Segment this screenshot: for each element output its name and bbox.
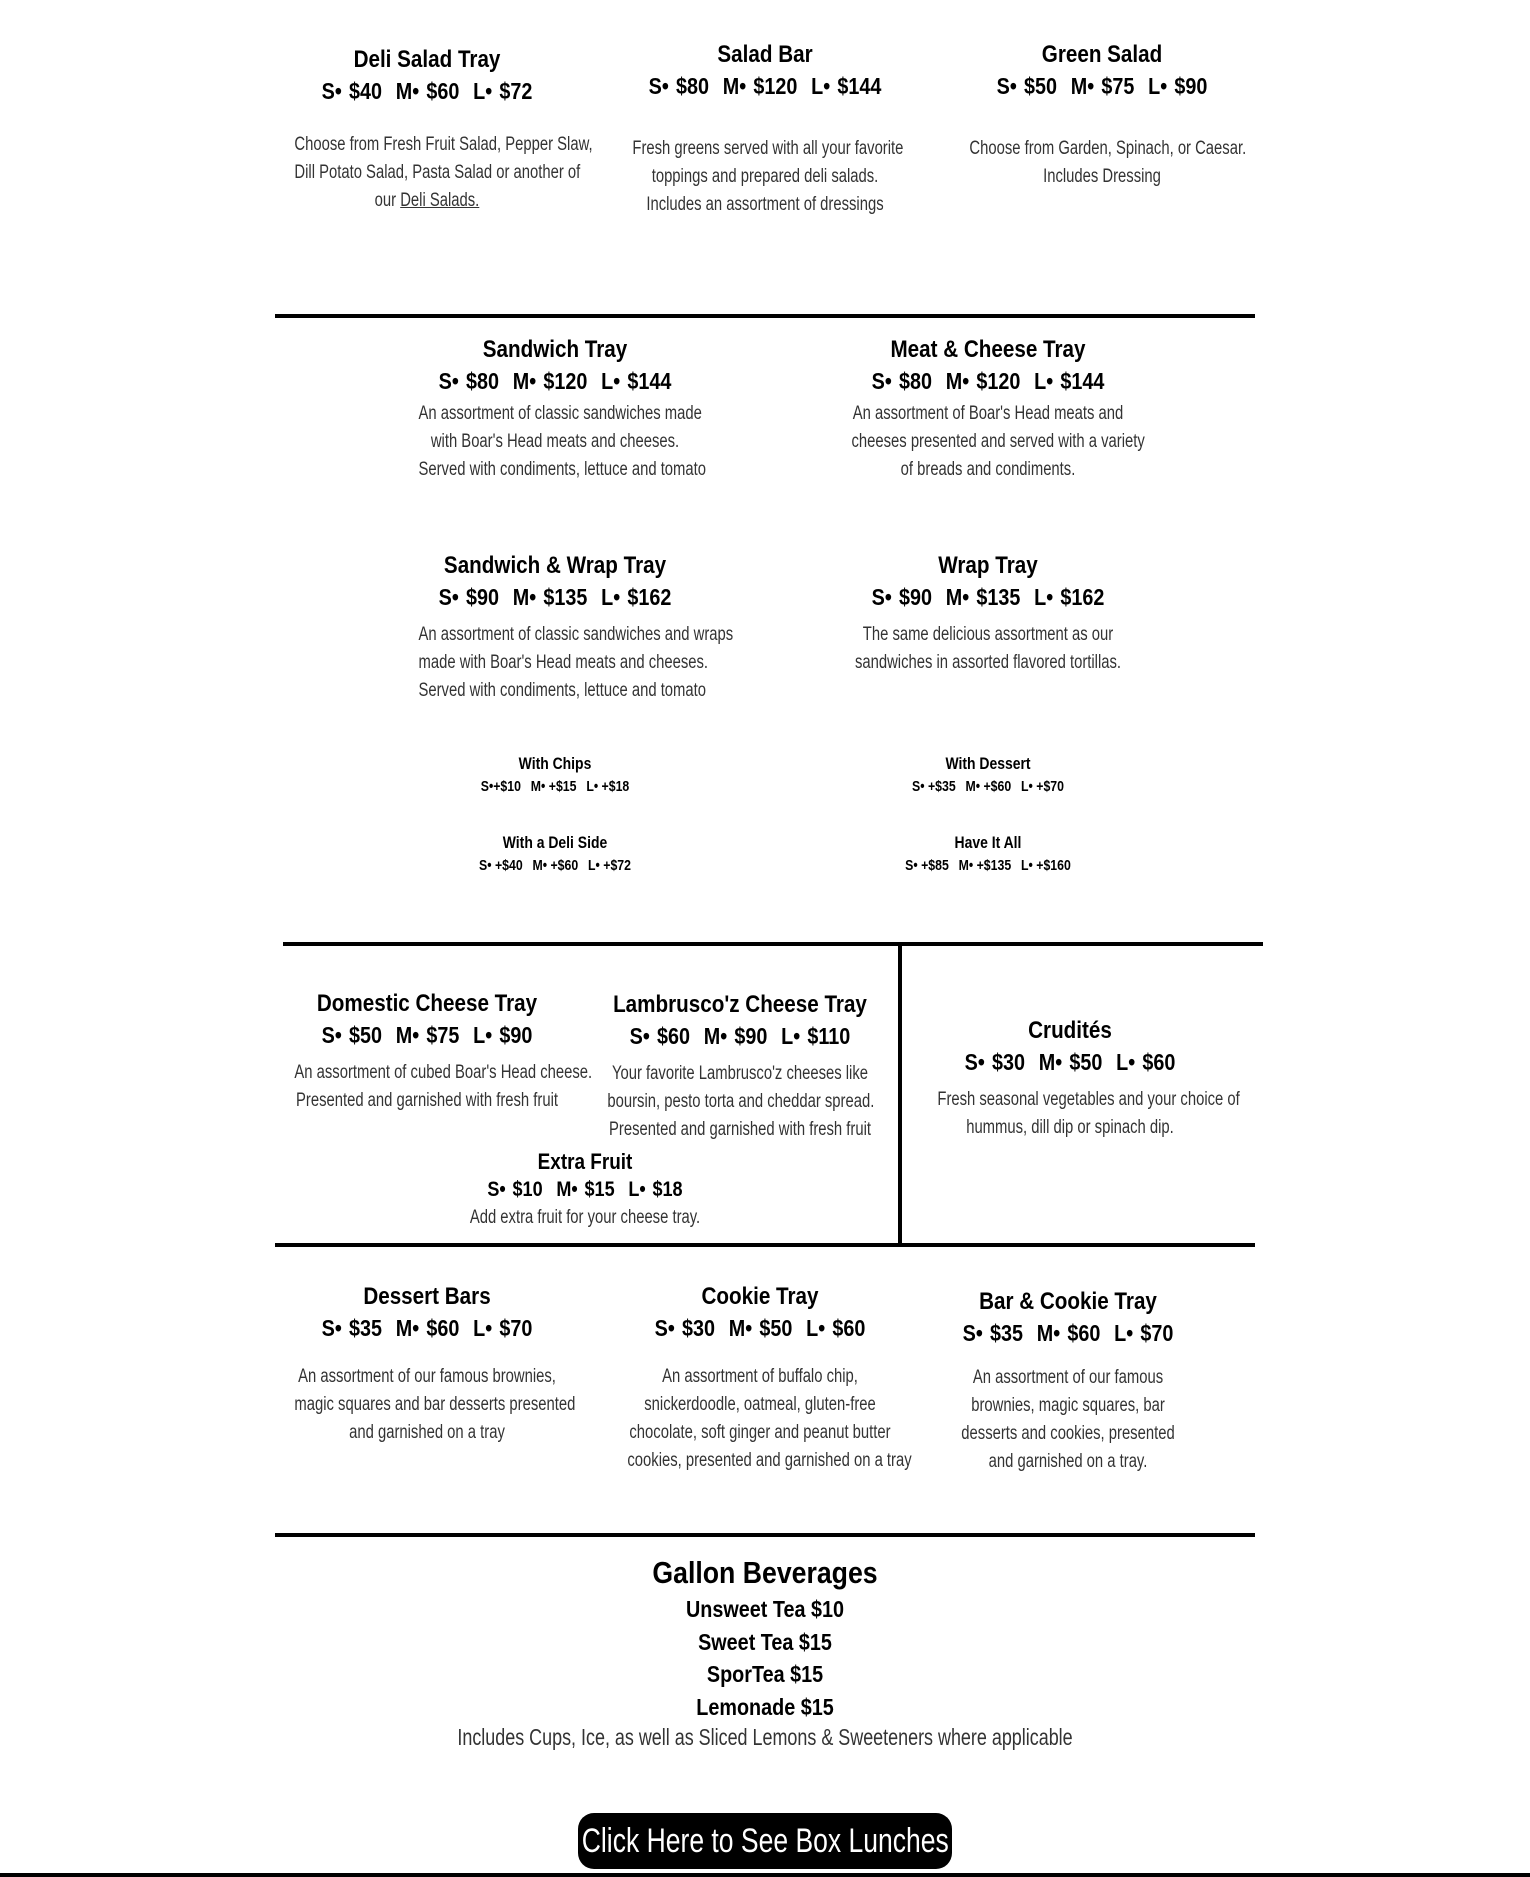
item-description xyxy=(607,1060,875,1144)
price-large: L• $144 xyxy=(811,73,882,99)
item-prices xyxy=(405,365,706,397)
price-small: S• $35 xyxy=(962,1320,1023,1346)
menu-item-sandwich-wrap-tray xyxy=(380,551,734,705)
price-medium: M• $120 xyxy=(722,73,798,99)
price-medium: M• $120 xyxy=(512,368,588,394)
desc-line: Includes Dressing xyxy=(1043,166,1161,187)
item-title: Domestic Cheese Tray xyxy=(316,990,538,1017)
price-medium: M• $50 xyxy=(1038,1049,1103,1075)
menu-item-sandwich-tray xyxy=(380,335,730,484)
item-title: Cookie Tray xyxy=(701,1283,819,1310)
desc-line: snickerdoodle, oatmeal, gluten-free xyxy=(644,1394,876,1415)
item-prices xyxy=(956,70,1248,102)
price-small: S• $80 xyxy=(648,73,709,99)
item-prices xyxy=(281,1312,573,1344)
item-description xyxy=(851,400,1145,484)
desc-line: made with Boar's Head meats and cheeses. xyxy=(418,652,709,673)
desc-line: Served with condiments, lettuce and tomato xyxy=(418,459,707,480)
desc-line: An assortment of classic sandwiches made xyxy=(418,403,702,424)
desc-line: chocolate, soft ginger and peanut butter xyxy=(629,1422,891,1443)
desc-line: Presented and garnished with fresh fruit xyxy=(296,1090,558,1111)
addon-title: With Dessert xyxy=(945,754,1031,773)
beverages-note: Includes Cups, Ice, as well as Sliced Lemons & Sweeteners where applicable xyxy=(457,1724,1073,1750)
desc-line: cheeses presented and served with a variety xyxy=(851,431,1145,452)
price-small: S• $35 xyxy=(321,1315,382,1341)
desc-line: An assortment of buffalo chip, xyxy=(662,1366,858,1387)
price-medium: M• $60 xyxy=(1036,1320,1101,1346)
item-title: Extra Fruit xyxy=(537,1149,633,1174)
item-title: Wrap Tray xyxy=(938,552,1038,579)
price-small: S• $30 xyxy=(654,1315,715,1341)
beverage-item: Unsweet Tea $10 xyxy=(686,1596,844,1622)
item-title: Crudités xyxy=(1028,1017,1112,1044)
addon-with-deli-side xyxy=(405,832,705,878)
desc-line: and garnished on a tray xyxy=(349,1422,505,1443)
item-title: Sandwich Tray xyxy=(482,336,628,363)
price-large: L• +$160 xyxy=(1021,857,1071,874)
item-prices xyxy=(405,581,706,613)
beverage-item: SporTea $15 xyxy=(706,1661,824,1687)
price-medium: M• $120 xyxy=(945,368,1021,394)
menu-item-salad-bar xyxy=(595,40,935,219)
item-prices xyxy=(838,581,1139,613)
desc-line: hummus, dill dip or spinach dip. xyxy=(966,1117,1174,1138)
price-large: L• $60 xyxy=(806,1315,866,1341)
item-title: Meat & Cheese Tray xyxy=(890,336,1086,363)
price-medium: M• +$60 xyxy=(965,778,1012,795)
clipped-heading xyxy=(0,0,1530,6)
addon-title: With a Deli Side xyxy=(502,833,608,852)
menu-item-lambruscoz-cheese-tray xyxy=(570,990,910,1144)
item-description xyxy=(852,621,1125,677)
menu-item-green-salad xyxy=(932,40,1272,191)
desc-line: sandwiches in assorted flavored tortillas. xyxy=(854,652,1122,673)
desc-line: of breads and condiments. xyxy=(900,459,1076,480)
desc-line: and garnished on a tray. xyxy=(988,1451,1148,1472)
menu-item-dessert-bars xyxy=(257,1282,597,1447)
menu-item-meat-cheese-tray xyxy=(813,335,1163,484)
item-description xyxy=(937,1086,1240,1142)
beverage-item: Sweet Tea $15 xyxy=(698,1628,832,1655)
item-prices xyxy=(281,1019,573,1051)
price-small: S• $80 xyxy=(438,368,499,394)
item-prices xyxy=(838,365,1139,397)
price-large: L• $60 xyxy=(1116,1049,1176,1075)
beverage-item: Lemonade $15 xyxy=(696,1693,834,1720)
price-small: S• $40 xyxy=(321,78,382,104)
price-large: L• $144 xyxy=(601,368,672,394)
menu-item-crudites xyxy=(900,1016,1240,1142)
deli-salads-link[interactable]: Deli Salads. xyxy=(400,190,480,211)
desc-line: Dill Potato Salad, Pasta Salad or another of xyxy=(294,162,581,183)
desc-line: Includes an assortment of dressings xyxy=(646,194,884,215)
item-description: Add extra fruit for your cheese tray. xyxy=(469,1207,701,1228)
price-large: L• $72 xyxy=(473,78,533,104)
price-medium: M• $15 xyxy=(556,1178,615,1201)
desc-line: Presented and garnished with fresh fruit xyxy=(609,1119,871,1140)
section-divider xyxy=(275,1243,1255,1247)
price-large: L• $70 xyxy=(473,1315,533,1341)
addon-have-it-all xyxy=(838,832,1138,878)
price-small: S• +$85 xyxy=(905,857,949,874)
price-small: S• $90 xyxy=(438,584,499,610)
price-large: L• $162 xyxy=(1034,584,1105,610)
desc-line: An assortment of cubed Boar's Head cheese. xyxy=(294,1062,593,1083)
price-medium: M• $50 xyxy=(728,1315,793,1341)
item-prices xyxy=(594,1020,886,1052)
item-title: Dessert Bars xyxy=(363,1283,491,1310)
item-prices xyxy=(614,1312,906,1344)
desc-line: brownies, magic squares, bar xyxy=(971,1395,1165,1416)
item-prices xyxy=(456,1176,714,1204)
price-small: S• $50 xyxy=(996,73,1057,99)
price-small: S• $90 xyxy=(871,584,932,610)
item-description xyxy=(294,1059,593,1115)
item-description xyxy=(627,1363,912,1475)
desc-line: Served with condiments, lettuce and tomato xyxy=(418,680,707,701)
price-small: S• $80 xyxy=(871,368,932,394)
item-title: Green Salad xyxy=(1041,41,1163,68)
price-large: L• +$18 xyxy=(586,778,630,795)
price-large: L• $162 xyxy=(601,584,672,610)
price-medium: M• +$15 xyxy=(530,778,577,795)
price-small: S• $30 xyxy=(964,1049,1025,1075)
desc-text: our xyxy=(374,190,401,211)
price-small: S•+$10 xyxy=(480,778,521,795)
price-small: S• $10 xyxy=(487,1178,543,1201)
price-large: L• $90 xyxy=(473,1022,533,1048)
price-medium: M• $60 xyxy=(395,1315,460,1341)
price-large: L• $90 xyxy=(1148,73,1208,99)
addon-prices xyxy=(865,854,1111,878)
desc-line xyxy=(294,187,559,215)
price-medium: M• +$135 xyxy=(958,857,1012,874)
price-large: L• $18 xyxy=(628,1178,683,1201)
desc-line: toppings and prepared deli salads. xyxy=(651,166,879,187)
addon-title: Have It All xyxy=(954,833,1022,852)
desc-line: cookies, presented and garnished on a tray xyxy=(627,1450,912,1471)
price-small: S• +$35 xyxy=(912,778,956,795)
desc-line: Choose from Garden, Spinach, or Caesar. xyxy=(969,138,1247,159)
price-medium: M• $75 xyxy=(1070,73,1135,99)
price-large: L• $70 xyxy=(1114,1320,1174,1346)
price-large: L• $144 xyxy=(1034,368,1105,394)
price-small: S• $50 xyxy=(321,1022,382,1048)
item-description xyxy=(294,1363,576,1447)
item-title: Lambrusco'z Cheese Tray xyxy=(613,991,867,1018)
price-medium: M• $135 xyxy=(512,584,588,610)
item-description xyxy=(969,135,1247,191)
desc-line: The same delicious assortment as our xyxy=(862,624,1114,645)
price-medium: M• $90 xyxy=(703,1023,768,1049)
desc-line: An assortment of classic sandwiches and wraps xyxy=(418,624,734,645)
addon-title: With Chips xyxy=(518,754,592,773)
menu-item-cookie-tray xyxy=(590,1282,930,1475)
item-prices xyxy=(619,70,911,102)
item-title: Salad Bar xyxy=(717,41,813,68)
item-title: Deli Salad Tray xyxy=(353,46,501,73)
item-description xyxy=(294,131,593,215)
price-large: L• +$72 xyxy=(588,857,631,874)
price-medium: M• +$60 xyxy=(532,857,579,874)
price-medium: M• $135 xyxy=(945,584,1021,610)
section-divider xyxy=(275,314,1255,318)
item-title: Bar & Cookie Tray xyxy=(979,1288,1157,1315)
item-description xyxy=(632,135,904,219)
item-description xyxy=(418,400,707,484)
menu-item-bar-cookie-tray xyxy=(898,1287,1238,1476)
addon-prices xyxy=(432,775,678,799)
desc-line: boursin, pesto torta and cheddar spread. xyxy=(607,1091,875,1112)
box-lunches-button-label: Click Here to See Box Lunches xyxy=(581,1821,949,1860)
item-description xyxy=(935,1364,1200,1476)
desc-line: Fresh seasonal vegetables and your choice of xyxy=(937,1089,1240,1110)
desc-line: Your favorite Lambrusco'z cheeses like xyxy=(611,1063,869,1084)
price-large: L• +$70 xyxy=(1021,778,1064,795)
item-description xyxy=(418,621,734,705)
footer-divider xyxy=(0,1873,1530,1877)
addon-prices xyxy=(432,854,678,878)
menu-item-deli-salad-tray xyxy=(257,45,597,215)
desc-line: An assortment of our famous xyxy=(972,1367,1164,1388)
item-title: Sandwich & Wrap Tray xyxy=(443,552,667,579)
addon-with-dessert xyxy=(838,753,1138,799)
item-prices xyxy=(924,1046,1216,1078)
desc-line: with Boar's Head meats and cheeses. xyxy=(430,431,680,452)
price-small: S• +$40 xyxy=(479,857,523,874)
box-lunches-button[interactable] xyxy=(578,1813,952,1869)
desc-line: An assortment of Boar's Head meats and xyxy=(852,403,1124,424)
price-medium: M• $60 xyxy=(395,78,460,104)
section-divider xyxy=(283,942,1263,946)
desc-line: An assortment of our famous brownies, xyxy=(298,1366,556,1387)
desc-line: Choose from Fresh Fruit Salad, Pepper Slaw, xyxy=(294,134,593,155)
desc-line: magic squares and bar desserts presented xyxy=(294,1394,576,1415)
item-prices xyxy=(281,75,573,107)
addon-prices xyxy=(865,775,1111,799)
price-large: L• $110 xyxy=(781,1023,851,1049)
section-divider xyxy=(275,1533,1255,1537)
menu-item-extra-fruit xyxy=(435,1148,735,1232)
desc-line: desserts and cookies, presented xyxy=(961,1423,1175,1444)
price-small: S• $60 xyxy=(629,1023,691,1049)
beverages-title: Gallon Beverages xyxy=(652,1555,878,1590)
menu-item-wrap-tray xyxy=(813,551,1163,677)
item-prices xyxy=(922,1317,1214,1349)
price-medium: M• $75 xyxy=(395,1022,460,1048)
beverages-note-wrap xyxy=(365,1722,1165,1752)
menu-item-domestic-cheese-tray xyxy=(257,989,597,1115)
gallon-beverages-section xyxy=(465,1553,1065,1723)
desc-line: Fresh greens served with all your favorite xyxy=(632,138,904,159)
addon-with-chips xyxy=(405,753,705,799)
